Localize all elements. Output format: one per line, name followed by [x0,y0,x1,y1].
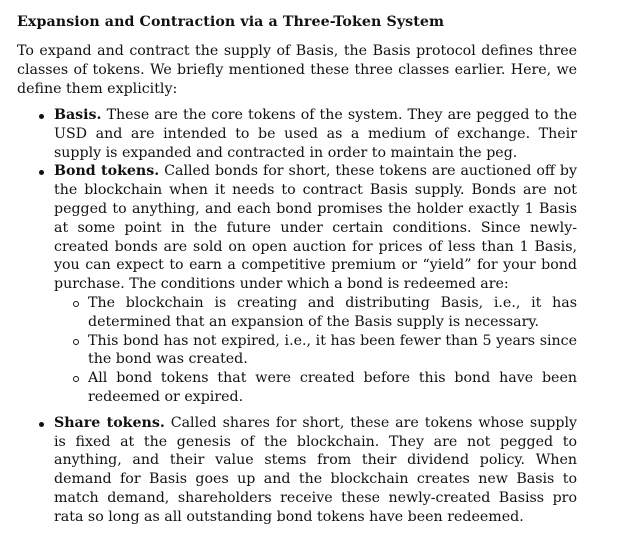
list-item [88,294,577,332]
term-basis: Basis. [54,107,102,123]
condition-text: The blockchain is creating and distributing Basis, i.e., it has determined that an expansion of the Basis supply is necessary. [88,294,577,330]
condition-text: This bond has not expired, i.e., it has been fewer than 5 years since the bond was created. [88,332,577,368]
bullet-dot-icon [39,422,44,427]
hollow-bullet-icon [73,301,79,307]
share-tokens-description: Called shares for short, these are tokens whose supply is fixed at the genesis of the blockchain. They are not pegged to anything, and their value stems from their dividend policy. When demand for Basis goes up and the blockchain creates new Basis to match demand, shareholders receive these newly-created Basiss pro rata so long as all outstanding bond tokens have been redeemed. [54,414,577,525]
bond-tokens-description: Called bonds for short, these tokens are auctioned off by the blockchain when it needs to contract Basis supply. Bonds are not pegged to anything, and each bond promises the holder exactly 1 Basis at some point in the future under certain conditions. Since newly-created bonds are sold on open auction for prices of less than 1 Basis, you can expect to earn a competitive premium or “yield” for your bond purchase. The conditions under which a bond is redeemed are: [54,163,578,293]
token-class-list [17,106,577,527]
basis-description: These are the core tokens of the system. They are pegged to the USD and are intended to be used as a medium of exchange. Their supply is expanded and contracted in order to maintain the peg. [54,107,577,161]
section-heading: Expansion and Contraction via a Three-Token System [17,14,445,30]
list-item-basis [54,106,577,162]
intro-paragraph: To expand and contract the supply of Basis, the Basis protocol defines three classes of tokens. We briefly mentioned these three classes earlier. Here, we define them explicitly: [17,43,577,97]
condition-text: All bond tokens that were created before this bond have been redeemed or expired. [88,370,577,405]
hollow-bullet-icon [73,339,79,345]
bullet-dot-icon [39,114,44,119]
bullet-dot-icon [39,170,44,175]
term-bond-tokens: Bond tokens. [54,163,160,180]
list-item-bond-tokens [54,162,577,406]
list-item [88,332,577,370]
list-item-share-tokens [54,414,577,527]
redemption-conditions-list [54,294,577,407]
term-share-tokens: Share tokens. [54,414,165,431]
hollow-bullet-icon [73,376,79,382]
list-item [88,369,577,407]
